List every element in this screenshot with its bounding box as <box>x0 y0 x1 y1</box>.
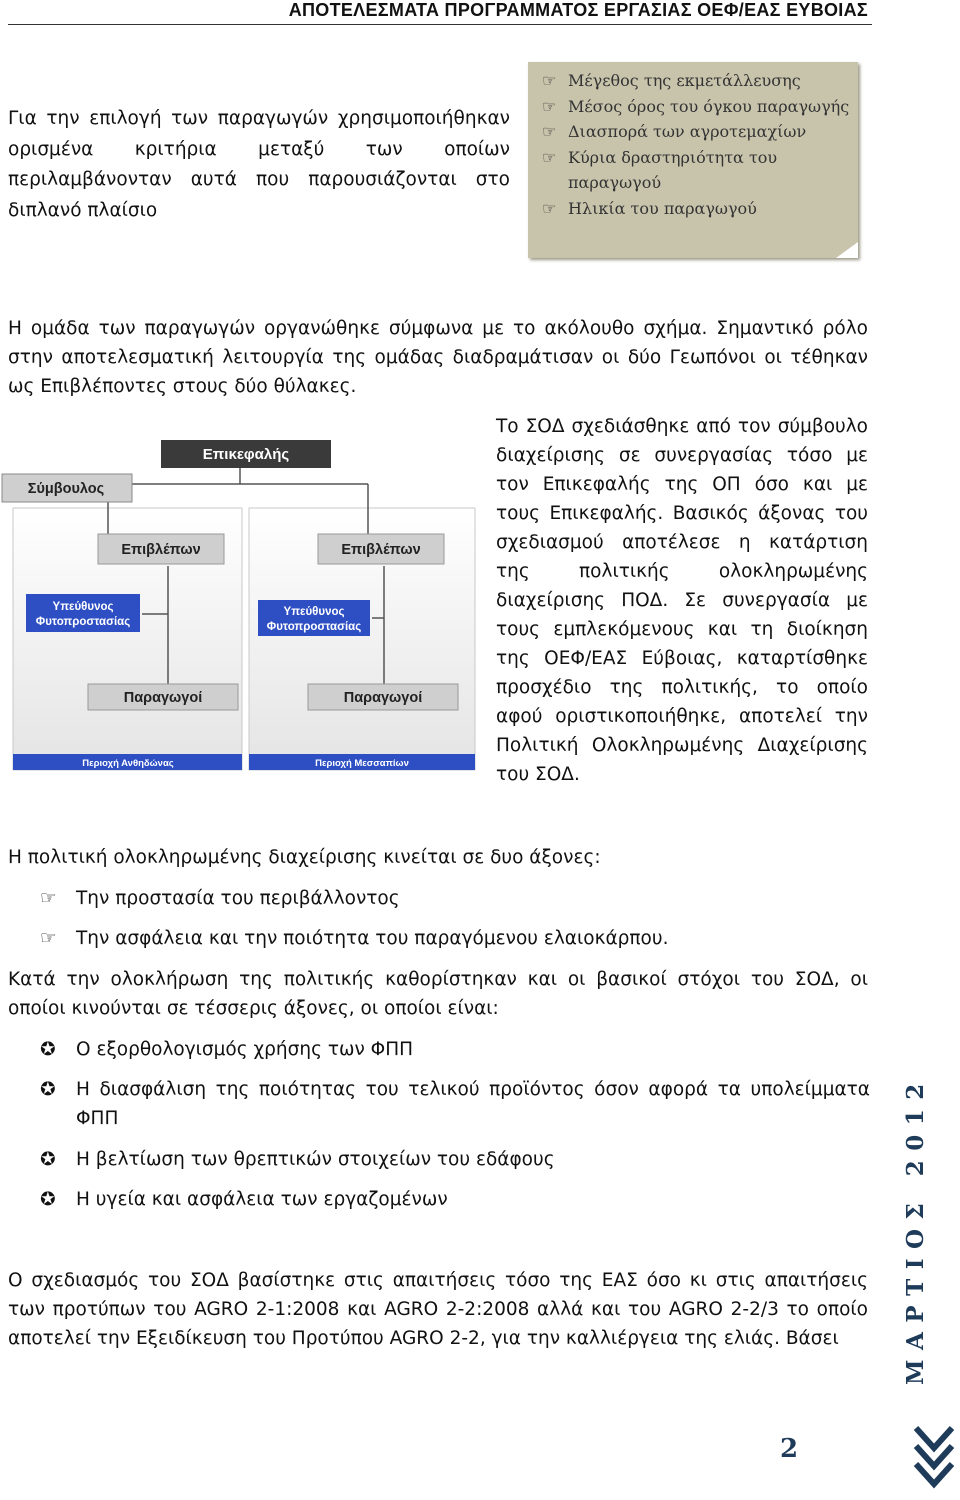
pointing-hand-icon: ☞ <box>40 928 57 949</box>
sod-design-paragraph: Το ΣΟΔ σχεδιάσθηκε από τον σύμβουλο διαχείρισης σε συνεργασίας τόσο με τον Επικεφαλής της ΟΠ όσο και με τους Επικεφαλής. Βασικός άξονας του σχεδιασμού αποτέλεσε η κατάρτιση της πολιτικής ολοκληρωμένης διαχείρισης ΠΟΔ. Σε συνεργασία με τους εμπλεκόμενους και τη διοίκηση της ΟΕΦ/ΕΑΣ Εύβοιας, καταρτίσθηκε προσχέδιο της πολιτικής, το οποίο αφού οριστικοποιήθηκε, αποτελεί την Πολιτική Ολοκληρωμένης Διαχείρισης του ΣΟΔ. <box>496 416 868 785</box>
list-item: ☞ Την ασφάλεια και την ποιότητα του παραγόμενου ελαιοκάρπου. <box>40 924 870 953</box>
responsible-label-right-2: Φυτοπροστασίας <box>266 621 362 633</box>
producers-label-left: Παραγωγοί <box>123 690 203 706</box>
star-icon: ✪ <box>40 1149 56 1170</box>
list-item: ✪ Η διασφάλιση της ποιότητας του τελικού προϊόντος όσον αφορά τα υπολείμματα ΦΠΠ <box>40 1075 870 1133</box>
header-divider <box>8 24 872 25</box>
pointing-hand-icon: ☞ <box>40 888 57 909</box>
organization-chart <box>0 438 480 778</box>
intro-paragraph: Για την επιλογή των παραγωγών χρησιμοποιήθηκαν ορισμένα κριτήρια μεταξύ των οποίων περιλαμβάνονταν αυτά που παρουσιάζονται στο διπλανό πλαίσιο <box>8 108 510 221</box>
list-item: ☞ Μέσος όρος του όγκου παραγωγής <box>542 94 858 120</box>
standards-paragraph: Ο σχεδιασμός του ΣΟΔ βασίστηκε στις απαιτήσεις τόσο της ΕΑΣ όσο κι στις απαιτήσεις των προτύπων του AGRO 2-1:2008 και AGRO 2-2:2008 αλλά και του AGRO 2-2/3 το οποίο αποτελεί την Εξειδίκευση του Προτύπου AGRO 2-2, για την καλλιέργεια της ελιάς. Βάσει <box>8 1270 868 1349</box>
region-label-left: Περιοχή Ανθηδώνας <box>82 758 174 769</box>
list-item: ☞ Διασπορά των αγροτεμαχίων <box>542 119 858 145</box>
page-number: 2 <box>780 1434 799 1464</box>
pointing-hand-icon: ☞ <box>542 198 557 218</box>
list-item: ✪ Η υγεία και ασφάλεια των εργαζομένων <box>40 1185 870 1214</box>
supervisor-label-right: Επιβλέπων <box>341 542 421 558</box>
policy-axes-paragraph: Η πολιτική ολοκληρωμένης διαχείρισης κινείται σε δυο άξονες: <box>8 847 601 868</box>
pointing-hand-icon: ☞ <box>542 71 557 90</box>
responsible-label-left-2: Φυτοπροστασίας <box>35 616 131 628</box>
page-header-title: ΑΠΟΤΕΛΕΣΜΑΤΑ ΠΡΟΓΡΑΜΜΑΤΟΣ ΕΡΓΑΣΙΑΣ ΟΕΦ/ΕΑΣ ΕΥΒΟΙΑΣ <box>288 0 868 20</box>
list-item: ☞ Κύρια δραστηριότητα του παραγωγού <box>542 145 858 196</box>
producers-label-right: Παραγωγοί <box>343 690 423 706</box>
list-item: ✪ Ο εξορθολογισμός χρήσης των ΦΠΠ <box>40 1035 870 1064</box>
chevron-logo-icon <box>912 1426 956 1496</box>
advisor-label: Σύμβουλος <box>27 481 105 497</box>
pointing-hand-icon: ☞ <box>542 122 557 142</box>
list-item: ✪ Η βελτίωση των θρεπτικών στοιχείων του εδάφους <box>40 1145 870 1174</box>
sidebar-date: ΜΑΡΤΙΟΣ 2012 <box>902 1074 929 1385</box>
head-label: Επικεφαλής <box>202 446 290 463</box>
pointing-hand-icon: ☞ <box>542 96 557 116</box>
responsible-label-left-1: Υπεύθυνος <box>52 601 114 613</box>
page-curl-decoration <box>836 242 858 258</box>
region-label-right: Περιοχή Μεσσαπίων <box>315 758 409 769</box>
star-icon: ✪ <box>40 1079 56 1100</box>
organization-paragraph: Η ομάδα των παραγωγών οργανώθηκε σύμφωνα με το ακόλουθο σχήμα. Σημαντικό ρόλο στην αποτελεσματική λειτουργία της ομάδας διαδραμάτισαν οι δύο Γεωπόνοι οι τέθηκαν ως Επιβλέποντες στους δύο θύλακες. <box>8 318 868 397</box>
list-item: ☞ Ηλικία του παραγωγού <box>542 196 858 222</box>
list-item: ☞ Μέγεθος της εκμετάλλευσης <box>542 68 858 94</box>
supervisor-label-left: Επιβλέπων <box>121 542 201 558</box>
responsible-label-right-1: Υπεύθυνος <box>283 606 345 618</box>
list-item: ☞ Την προστασία του περιβάλλοντος <box>40 884 870 913</box>
star-icon: ✪ <box>40 1189 56 1210</box>
criteria-list <box>528 62 858 222</box>
pointing-hand-icon: ☞ <box>542 147 557 167</box>
star-icon: ✪ <box>40 1039 56 1060</box>
criteria-box <box>528 62 858 258</box>
goals-intro-paragraph: Κατά την ολοκλήρωση της πολιτικής καθορίστηκαν και οι βασικοί στόχοι του ΣΟΔ, οι οποίοι κινούνται σε τέσσερις άξονες, οι οποίοι είναι: <box>8 969 868 1019</box>
